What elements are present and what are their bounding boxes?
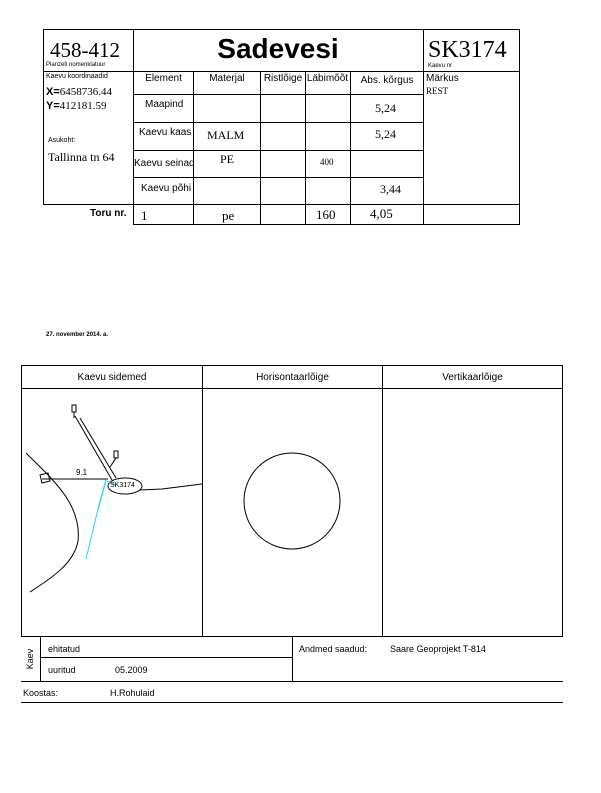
well-number: SK3174 [428,37,507,63]
location-value: Tallinna tn 64 [48,150,115,164]
pipe-number: 1 [141,208,148,223]
nomenclature-value: 458-412 [50,38,120,62]
remarks-label: Märkus [426,73,459,84]
table-row-element: Kaevu kaas [139,127,192,138]
footer-surveyed-label: uuritud [48,665,76,675]
footer-data-label: Andmed saadud: [299,644,368,654]
sketch-well-label: SK3174 [110,482,135,489]
footer-author-value: H.Rohulaid [110,688,155,698]
pipe-label: Toru nr. [90,208,127,219]
table-row-diameter: 400 [320,157,334,167]
panel-title-horizontal: Horisontaarlõige [256,372,329,383]
location-label: Asukoht: [48,137,76,144]
card-title: Sadevesi [217,33,339,64]
col-header-material: Materjal [209,73,245,84]
panel-title-vertical: Vertikaarlõige [442,372,503,383]
coord-y [46,100,107,112]
table-row-height: 3,44 [380,182,401,196]
table-row-element: Maapind [145,99,184,110]
remarks-value: REST [426,86,449,96]
table-row-height: 5,24 [375,127,396,141]
coords-label: Kaevu koordinaadid [46,73,108,80]
document-date: 27. november 2014. a. [46,332,109,338]
coord-x [46,86,112,98]
footer-data-value: Saare Geoprojekt T-814 [390,644,486,654]
table-row-height: 5,24 [375,101,396,115]
footer-side-label: Kaev [25,648,35,670]
pipe-diameter: 160 [316,207,336,222]
coord-x-label: X= [46,86,60,98]
col-header-cross: Ristlõige [263,73,303,84]
pipe-height: 4,05 [370,206,393,221]
well-number-label: Kaevu nr [428,63,453,69]
col-header-element: Element [145,73,182,84]
footer-built-label: ehitatud [48,644,81,654]
coord-y-label: Y= [46,100,60,112]
col-header-height: Abs. kõrgus [360,75,414,86]
table-row-element: Kaevu põhi [141,183,192,194]
footer-author-label: Koostas: [23,688,59,698]
sketch-distance-label: 9.1 [76,468,88,477]
table-row-element: Kaevu seinad [134,158,195,169]
col-header-diameter: Läbimõõt [306,73,349,84]
coord-x-value: 6458736.44 [59,86,113,98]
coord-y-value: 412181.59 [59,100,107,112]
connections-sketch [22,389,202,636]
footer-surveyed-value: 05.2009 [115,665,148,675]
table-row-material: MALM [207,128,245,142]
pipe-material: pe [222,208,235,223]
panel-title-connections: Kaevu sidemed [77,372,147,383]
nomenclature-label: Planzeti nomenklatuur [46,62,106,68]
table-row-material: PE [220,152,235,166]
horizontal-section-circle [203,389,382,636]
